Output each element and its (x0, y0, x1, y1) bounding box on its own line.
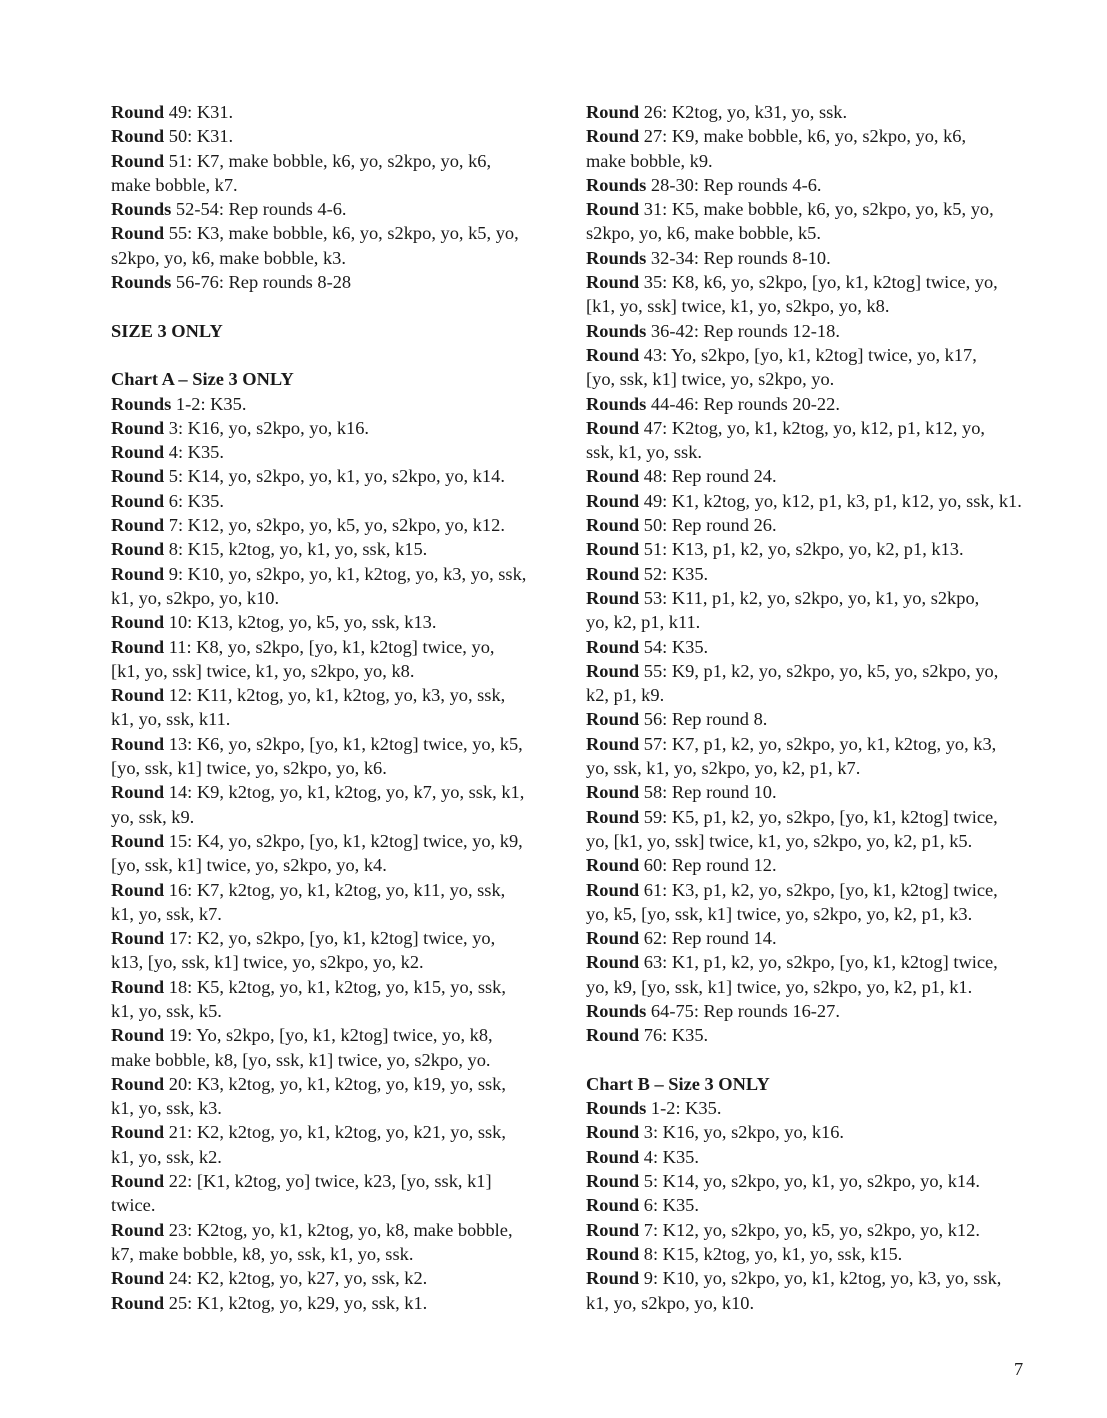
instruction-text: 8: K15, k2tog, yo, k1, yo, ssk, k15. (639, 1243, 903, 1264)
instruction-text: 31: K5, make bobble, k6, yo, s2kpo, yo, k5, yo, (639, 199, 994, 220)
round-label: Round (586, 660, 640, 681)
round-label: Round (586, 272, 640, 293)
round-label: Rounds (111, 199, 172, 220)
round-label: Round (586, 1122, 640, 1143)
instruction-text: twice. (111, 1195, 156, 1216)
instruction-line (586, 246, 1036, 270)
instruction-line (111, 610, 561, 634)
instruction-line (111, 489, 561, 513)
instruction-line (586, 999, 1036, 1023)
instruction-text: 18: K5, k2tog, yo, k1, k2tog, yo, k15, yo, ssk, (164, 976, 506, 997)
instruction-text: k1, yo, ssk, k5. (111, 1000, 222, 1021)
instruction-line (586, 902, 1036, 926)
instruction-text: yo, k9, [yo, ssk, k1] twice, yo, s2kpo, yo, k2, p1, k1. (586, 976, 973, 997)
round-label: Round (586, 417, 640, 438)
instruction-text: yo, ssk, k9. (111, 806, 195, 827)
instruction-line (586, 149, 1036, 173)
instruction-line (586, 707, 1036, 731)
instruction-text: 10: K13, k2tog, yo, k5, yo, ssk, k13. (164, 612, 437, 633)
round-label: Round (586, 1195, 640, 1216)
section-heading: Chart A – Size 3 ONLY (111, 369, 294, 390)
instruction-line (111, 537, 561, 561)
round-label: Round (111, 1292, 165, 1313)
instruction-line (111, 586, 561, 610)
instruction-line (111, 829, 561, 853)
section-heading: SIZE 3 ONLY (111, 320, 223, 341)
instruction-line (586, 659, 1036, 683)
round-label: Round (111, 782, 165, 803)
round-label: Round (111, 685, 165, 706)
instruction-text: 20: K3, k2tog, yo, k1, k2tog, yo, k19, yo, ssk, (164, 1073, 506, 1094)
instruction-text: k7, make bobble, k8, yo, ssk, k1, yo, ssk. (111, 1243, 414, 1264)
instruction-text: 62: Rep round 14. (639, 928, 777, 949)
round-label: Round (586, 1146, 640, 1167)
instruction-line (111, 707, 561, 731)
round-label: Round (586, 344, 640, 365)
round-label: Round (586, 515, 640, 536)
round-label: Round (586, 1268, 640, 1289)
instruction-text: k13, [yo, ssk, k1] twice, yo, s2kpo, yo, k2. (111, 952, 424, 973)
instruction-line (586, 756, 1036, 780)
instruction-text: 52-54: Rep rounds 4-6. (171, 199, 347, 220)
instruction-line (586, 975, 1036, 999)
instruction-text: 49: K1, k2tog, yo, k12, p1, k3, p1, k12, yo, ssk, k1. (639, 490, 1022, 511)
instruction-text: 51: K7, make bobble, k6, yo, s2kpo, yo, k6, (164, 150, 492, 171)
instruction-text: 6: K35. (639, 1195, 699, 1216)
round-label: Round (586, 806, 640, 827)
instruction-text: 28-30: Rep rounds 4-6. (646, 174, 822, 195)
instruction-line (111, 999, 561, 1023)
round-label: Round (111, 1073, 165, 1094)
instruction-text: 27: K9, make bobble, k6, yo, s2kpo, yo, k6, (639, 126, 967, 147)
instruction-line (586, 829, 1036, 853)
instruction-line (586, 1120, 1036, 1144)
instruction-text: yo, k5, [yo, ssk, k1] twice, yo, s2kpo, yo, k2, p1, k3. (586, 903, 973, 924)
page-number: 7 (1014, 1359, 1024, 1379)
instruction-text: 5: K14, yo, s2kpo, yo, k1, yo, s2kpo, yo, k14. (639, 1171, 980, 1192)
instruction-text: 35: K8, k6, yo, s2kpo, [yo, k1, k2tog] twice, yo, (639, 272, 998, 293)
instruction-text: 17: K2, yo, s2kpo, [yo, k1, k2tog] twice, yo, (164, 928, 496, 949)
instruction-text: 11: K8, yo, s2kpo, [yo, k1, k2tog] twice, yo, (164, 636, 495, 657)
instruction-line (586, 610, 1036, 634)
blank-line (111, 294, 561, 318)
instruction-line (111, 1193, 561, 1217)
instruction-line (586, 537, 1036, 561)
instruction-text: 59: K5, p1, k2, yo, s2kpo, [yo, k1, k2tog] twice, (639, 806, 998, 827)
instruction-line (586, 926, 1036, 950)
instruction-line (111, 635, 561, 659)
instruction-text: 5: K14, yo, s2kpo, yo, k1, yo, s2kpo, yo, k14. (164, 466, 505, 487)
instruction-line (586, 1169, 1036, 1193)
round-label: Round (586, 490, 640, 511)
instruction-line (111, 513, 561, 537)
instruction-text: 26: K2tog, yo, k31, yo, ssk. (639, 102, 848, 122)
instruction-line (111, 780, 561, 804)
instruction-text: 1-2: K35. (171, 393, 247, 414)
instruction-line (586, 586, 1036, 610)
instruction-text: 4: K35. (164, 442, 224, 463)
instruction-text: 44-46: Rep rounds 20-22. (646, 393, 840, 414)
round-label: Round (111, 928, 165, 949)
instruction-line (111, 416, 561, 440)
instruction-text: [yo, ssk, k1] twice, yo, s2kpo, yo, k4. (111, 855, 387, 876)
instruction-text: 7: K12, yo, s2kpo, yo, k5, yo, s2kpo, yo, k12. (164, 515, 505, 536)
round-label: Rounds (586, 1000, 647, 1021)
round-label: Round (111, 223, 165, 244)
instruction-line (586, 343, 1036, 367)
instruction-text: yo, k2, p1, k11. (586, 612, 701, 633)
right-column (586, 100, 1036, 1315)
instruction-text: 21: K2, k2tog, yo, k1, k2tog, yo, k21, yo, ssk, (164, 1122, 506, 1143)
instruction-line (586, 950, 1036, 974)
instruction-line (586, 1218, 1036, 1242)
round-label: Round (586, 466, 640, 487)
round-label: Round (586, 952, 640, 973)
instruction-line (111, 756, 561, 780)
round-label: Rounds (586, 393, 647, 414)
instruction-line (586, 294, 1036, 318)
instruction-line (111, 100, 561, 124)
instruction-line (586, 392, 1036, 416)
round-label: Rounds (586, 174, 647, 195)
instruction-text: 4: K35. (639, 1146, 699, 1167)
round-label: Round (586, 563, 640, 584)
instruction-text: 63: K1, p1, k2, yo, s2kpo, [yo, k1, k2tog] twice, (639, 952, 998, 973)
section-heading: Chart B – Size 3 ONLY (586, 1073, 770, 1094)
instruction-text: 55: K9, p1, k2, yo, s2kpo, yo, k5, yo, s2kpo, yo, (639, 660, 999, 681)
instruction-line (586, 853, 1036, 877)
instruction-line (586, 562, 1036, 586)
instruction-text: 22: [K1, k2tog, yo] twice, k23, [yo, ssk, k1] (164, 1171, 492, 1192)
instruction-text: s2kpo, yo, k6, make bobble, k3. (111, 247, 346, 268)
instruction-text: 14: K9, k2tog, yo, k1, k2tog, yo, k7, yo, ssk, k1, (164, 782, 525, 803)
instruction-line (586, 197, 1036, 221)
instruction-line (586, 367, 1036, 391)
instruction-text: 3: K16, yo, s2kpo, yo, k16. (639, 1122, 845, 1143)
instruction-line (111, 683, 561, 707)
instruction-text: 15: K4, yo, s2kpo, [yo, k1, k2tog] twice, yo, k9, (164, 830, 523, 851)
instruction-line (586, 780, 1036, 804)
instruction-text: 12: K11, k2tog, yo, k1, k2tog, yo, k3, yo, ssk, (164, 685, 506, 706)
round-label: Round (586, 199, 640, 220)
round-label: Round (111, 539, 165, 560)
instruction-line (586, 1096, 1036, 1120)
instruction-text: 23: K2tog, yo, k1, k2tog, yo, k8, make bobble, (164, 1219, 513, 1240)
instruction-text: make bobble, k9. (586, 150, 713, 171)
instruction-text: 57: K7, p1, k2, yo, s2kpo, yo, k1, k2tog, yo, k3, (639, 733, 997, 754)
instruction-text: k1, yo, ssk, k2. (111, 1146, 222, 1167)
round-label: Rounds (111, 272, 172, 293)
instruction-line (111, 1266, 561, 1290)
round-label: Round (586, 1243, 640, 1264)
round-label: Round (586, 102, 640, 122)
instruction-line (111, 853, 561, 877)
instruction-line (586, 489, 1036, 513)
instruction-text: 49: K31. (164, 102, 234, 122)
instruction-text: s2kpo, yo, k6, make bobble, k5. (586, 223, 821, 244)
instruction-text: 58: Rep round 10. (639, 782, 777, 803)
instruction-text: 32-34: Rep rounds 8-10. (646, 247, 831, 268)
round-label: Round (111, 417, 165, 438)
instruction-line (586, 513, 1036, 537)
instruction-line (111, 1218, 561, 1242)
instruction-line (586, 1145, 1036, 1169)
round-label: Round (111, 150, 165, 171)
instruction-text: [k1, yo, ssk] twice, k1, yo, s2kpo, yo, k8. (586, 296, 890, 317)
instruction-line (111, 270, 561, 294)
blank-line (111, 343, 561, 367)
instruction-text: [k1, yo, ssk] twice, k1, yo, s2kpo, yo, k8. (111, 660, 415, 681)
round-label: Round (586, 587, 640, 608)
instruction-line (111, 149, 561, 173)
instruction-line (111, 221, 561, 245)
instruction-text: ssk, k1, yo, ssk. (586, 442, 702, 463)
instruction-line (111, 1145, 561, 1169)
instruction-text: 3: K16, yo, s2kpo, yo, k16. (164, 417, 370, 438)
instruction-line (586, 319, 1036, 343)
instruction-line (111, 1291, 561, 1315)
instruction-text: yo, [k1, yo, ssk] twice, k1, yo, s2kpo, yo, k2, p1, k5. (586, 830, 973, 851)
instruction-text: 6: K35. (164, 490, 224, 511)
instruction-text: 56-76: Rep rounds 8-28 (171, 272, 352, 293)
instruction-text: 13: K6, yo, s2kpo, [yo, k1, k2tog] twice, yo, k5, (164, 733, 523, 754)
instruction-text: k2, p1, k9. (586, 685, 665, 706)
instruction-text: 64-75: Rep rounds 16-27. (646, 1000, 840, 1021)
round-label: Round (111, 1268, 165, 1289)
instruction-line (586, 635, 1036, 659)
round-label: Round (111, 563, 165, 584)
instruction-text: 52: K35. (639, 563, 709, 584)
instruction-text: 7: K12, yo, s2kpo, yo, k5, yo, s2kpo, yo, k12. (639, 1219, 980, 1240)
instruction-text: [yo, ssk, k1] twice, yo, s2kpo, yo, k6. (111, 758, 387, 779)
instruction-line (586, 464, 1036, 488)
round-label: Round (111, 1025, 165, 1046)
instruction-line (586, 683, 1036, 707)
round-label: Round (111, 976, 165, 997)
instruction-text: 43: Yo, s2kpo, [yo, k1, k2tog] twice, yo, k17, (639, 344, 977, 365)
instruction-line (586, 173, 1036, 197)
round-label: Round (586, 126, 640, 147)
instruction-line (111, 173, 561, 197)
instruction-line (111, 1048, 561, 1072)
instruction-text: 60: Rep round 12. (639, 855, 777, 876)
instruction-text: 56: Rep round 8. (639, 709, 768, 730)
instruction-text: 55: K3, make bobble, k6, yo, s2kpo, yo, k5, yo, (164, 223, 519, 244)
instruction-text: 50: Rep round 26. (639, 515, 777, 536)
instruction-text: 9: K10, yo, s2kpo, yo, k1, k2tog, yo, k3, yo, ssk, (639, 1268, 1002, 1289)
round-label: Round (586, 1025, 640, 1046)
instruction-text: yo, ssk, k1, yo, s2kpo, yo, k2, p1, k7. (586, 758, 861, 779)
instruction-line (111, 246, 561, 270)
blank-line (586, 1048, 1036, 1072)
instruction-text: 9: K10, yo, s2kpo, yo, k1, k2tog, yo, k3, yo, ssk, (164, 563, 527, 584)
instruction-text: 50: K31. (164, 126, 234, 147)
round-label: Round (111, 1171, 165, 1192)
instruction-line (586, 1291, 1036, 1315)
instruction-line (111, 878, 561, 902)
instruction-text: k1, yo, ssk, k7. (111, 903, 222, 924)
instruction-line (111, 926, 561, 950)
round-label: Round (586, 636, 640, 657)
round-label: Round (586, 782, 640, 803)
instruction-line (111, 1072, 561, 1096)
instruction-text: 53: K11, p1, k2, yo, s2kpo, yo, k1, yo, s2kpo, (639, 587, 980, 608)
instruction-text: 61: K3, p1, k2, yo, s2kpo, [yo, k1, k2tog] twice, (639, 879, 998, 900)
round-label: Rounds (586, 1098, 647, 1119)
instruction-text: [yo, ssk, k1] twice, yo, s2kpo, yo. (586, 369, 835, 390)
instruction-text: 19: Yo, s2kpo, [yo, k1, k2tog] twice, yo, k8, (164, 1025, 493, 1046)
round-label: Round (111, 466, 165, 487)
instruction-text: 47: K2tog, yo, k1, k2tog, yo, k12, p1, k12, yo, (639, 417, 986, 438)
instruction-line (111, 1120, 561, 1144)
round-label: Round (111, 102, 165, 122)
round-label: Round (111, 636, 165, 657)
instruction-line (111, 562, 561, 586)
instruction-line (586, 878, 1036, 902)
round-label: Round (586, 879, 640, 900)
instruction-text: k1, yo, ssk, k11. (111, 709, 231, 730)
instruction-line (586, 1266, 1036, 1290)
instruction-text: k1, yo, s2kpo, yo, k10. (111, 587, 280, 608)
instruction-line (586, 416, 1036, 440)
round-label: Round (111, 1122, 165, 1143)
round-label: Round (111, 126, 165, 147)
instruction-line (111, 464, 561, 488)
instruction-text: 54: K35. (639, 636, 709, 657)
instruction-line (111, 197, 561, 221)
instruction-line (586, 1023, 1036, 1047)
instruction-text: 51: K13, p1, k2, yo, s2kpo, yo, k2, p1, k13. (639, 539, 964, 560)
instruction-line (111, 975, 561, 999)
round-label: Round (586, 709, 640, 730)
round-label: Round (586, 1171, 640, 1192)
instruction-line (111, 950, 561, 974)
instruction-line (586, 124, 1036, 148)
instruction-text: 16: K7, k2tog, yo, k1, k2tog, yo, k11, yo, ssk, (164, 879, 506, 900)
instruction-text: 8: K15, k2tog, yo, k1, yo, ssk, k15. (164, 539, 428, 560)
instruction-line (111, 659, 561, 683)
instruction-line (111, 124, 561, 148)
instruction-line (586, 270, 1036, 294)
round-label: Round (111, 830, 165, 851)
instruction-line (111, 1023, 561, 1047)
instruction-line (586, 1242, 1036, 1266)
instruction-text: 76: K35. (639, 1025, 709, 1046)
instruction-line (586, 805, 1036, 829)
instruction-line (111, 1169, 561, 1193)
instruction-line (111, 1096, 561, 1120)
round-label: Round (586, 539, 640, 560)
round-label: Round (111, 612, 165, 633)
instruction-line (586, 440, 1036, 464)
round-label: Rounds (586, 320, 647, 341)
round-label: Round (111, 879, 165, 900)
round-label: Round (111, 733, 165, 754)
instruction-line (111, 392, 561, 416)
round-label: Round (586, 928, 640, 949)
instruction-line (586, 100, 1036, 124)
instruction-line (111, 1242, 561, 1266)
instruction-text: make bobble, k8, [yo, ssk, k1] twice, yo, s2kpo, yo. (111, 1049, 491, 1070)
instruction-text: 1-2: K35. (646, 1098, 722, 1119)
instruction-text: k1, yo, ssk, k3. (111, 1098, 222, 1119)
round-label: Round (586, 855, 640, 876)
instruction-text: make bobble, k7. (111, 174, 238, 195)
instruction-text: k1, yo, s2kpo, yo, k10. (586, 1292, 755, 1313)
round-label: Round (111, 442, 165, 463)
round-label: Rounds (586, 247, 647, 268)
instruction-line (111, 732, 561, 756)
instruction-text: 25: K1, k2tog, yo, k29, yo, ssk, k1. (164, 1292, 428, 1313)
instruction-line (111, 440, 561, 464)
instruction-line (111, 805, 561, 829)
round-label: Round (111, 1219, 165, 1240)
instruction-line (586, 732, 1036, 756)
round-label: Round (111, 490, 165, 511)
instruction-line (586, 221, 1036, 245)
instruction-line (586, 1193, 1036, 1217)
round-label: Round (586, 1219, 640, 1240)
round-label: Rounds (111, 393, 172, 414)
instruction-text: 24: K2, k2tog, yo, k27, yo, ssk, k2. (164, 1268, 428, 1289)
instruction-text: 48: Rep round 24. (639, 466, 777, 487)
instruction-text: 36-42: Rep rounds 12-18. (646, 320, 840, 341)
left-column (111, 100, 561, 1315)
instruction-line (111, 902, 561, 926)
round-label: Round (586, 733, 640, 754)
round-label: Round (111, 515, 165, 536)
